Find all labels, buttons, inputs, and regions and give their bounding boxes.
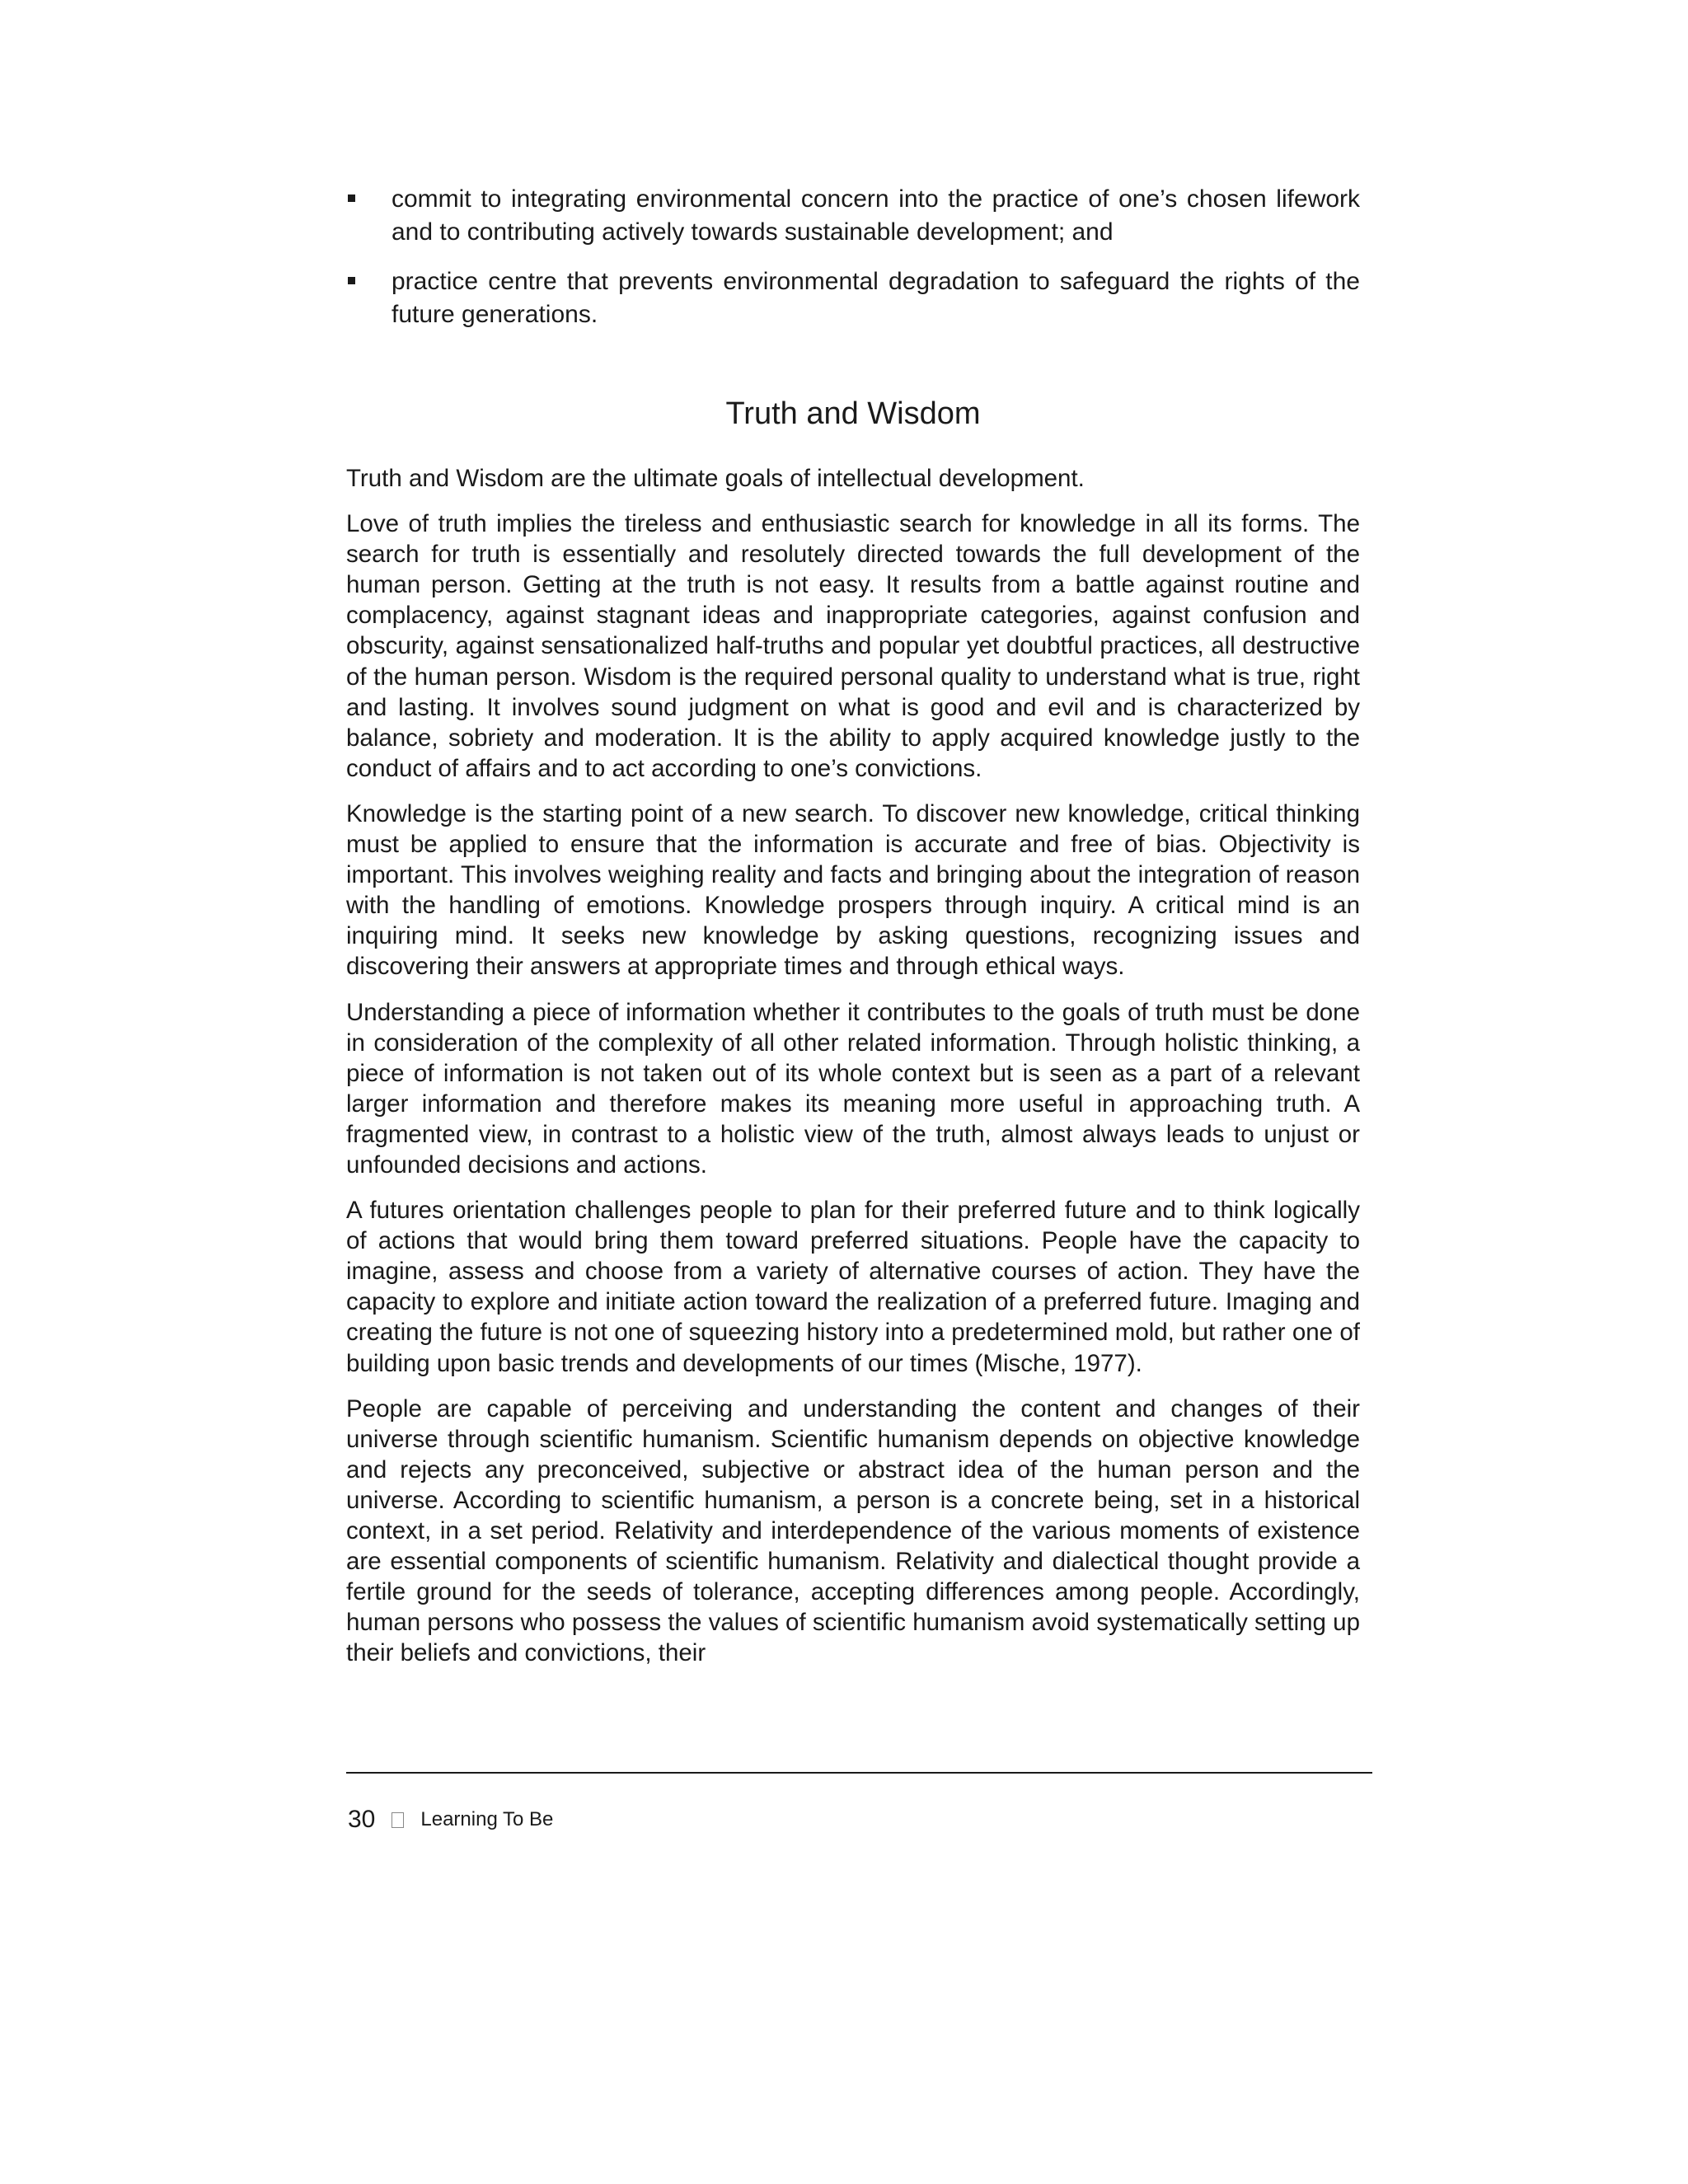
bullet-item	[346, 183, 1360, 249]
bullet-text: practice centre that prevents environmental degradation to safeguard the rights of the future generations.	[392, 268, 1360, 328]
paragraph: People are capable of perceiving and understanding the content and changes of their universe through scientific humanism. Scientific humanism depends on objective knowledge and rejects any preconceived, subjective or abstract idea of the human person and the universe. According to scientific humanism, a person is a concrete being, set in a historical context, in a set period. Relativity and interdependence of the various moments of existence are essential components of scientific humanism. Relativity and dialectical thought provide a fertile ground for the seeds of tolerance, accepting differences among people. Accordingly, human persons who possess the values of scientific humanism avoid systematically setting up their beliefs and convictions, their	[346, 1394, 1360, 1667]
paragraph: Truth and Wisdom are the ultimate goals of intellectual development.	[346, 465, 1085, 492]
paragraph: A futures orientation challenges people to plan for their preferred future and to think logically of actions that would bring them toward preferred situations. People have the capacity to imagine, assess and choose from a variety of alternative courses of action. They have the capacity to explore and initiate action toward the realization of a preferred future. Imaging and creating the future is not one of squeezing history into a predetermined mold, but rather one of building upon basic trends and developments of our times (Mische, 1977).	[346, 1197, 1360, 1377]
page-footer	[348, 1803, 553, 1836]
bullet-list	[346, 183, 1360, 348]
page-number: 30	[348, 1806, 376, 1833]
square-bullet-icon	[348, 194, 355, 202]
paragraph: Knowledge is the starting point of a new search. To discover new knowledge, critical thinking must be applied to ensure that the information is accurate and free of bias. Objectivity is important. This involves weighing reality and facts and bringing about the integration of reason with the handling of emotions. Knowledge prospers through inquiry. A critical mind is an inquiring mind. It seeks new knowledge by asking questions, recognizing issues and discovering their answers at appropriate times and through ethical ways.	[346, 799, 1360, 981]
section-heading: Truth and Wisdom	[725, 396, 981, 431]
paragraph: Understanding a piece of information whether it contributes to the goals of truth must be done in consideration of the complexity of all other related information. Through holistic thinking, a piece of information is not taken out of its whole context but is seen as a part of a relevant larger information and therefore makes its meaning more useful in approaching truth. A fragmented view, in contrast to a holistic view of the truth, almost always leads to unjust or unfounded decisions and actions.	[346, 998, 1360, 1179]
paragraph: Love of truth implies the tireless and enthusiastic search for knowledge in all its forms. The search for truth is essentially and resolutely directed towards the full development of the human person. Getting at the truth is not easy. It results from a battle against routine and complacency, against stagnant ideas and inappropriate categories, against confusion and obscurity, against sensationalized half-truths and popular yet doubtful practices, all destructive of the human person. Wisdom is the required personal quality to understand what is true, right and lasting. It involves sound judgment on what is good and evil and is characterized by balance, sobriety and moderation. It is the ability to apply acquired knowledge justly to the conduct of affairs and to act according to one’s convictions.	[346, 510, 1360, 782]
bullet-item	[346, 265, 1360, 331]
footer-title: Learning To Be	[420, 1808, 554, 1830]
bullet-text: commit to integrating environmental concern into the practice of one’s chosen lifework and to contributing actively towards sustainable development; and	[392, 185, 1360, 246]
section-body	[346, 463, 1360, 1683]
square-bullet-icon	[348, 277, 355, 284]
footer-divider	[346, 1772, 1372, 1774]
box-separator-icon	[392, 1812, 404, 1828]
